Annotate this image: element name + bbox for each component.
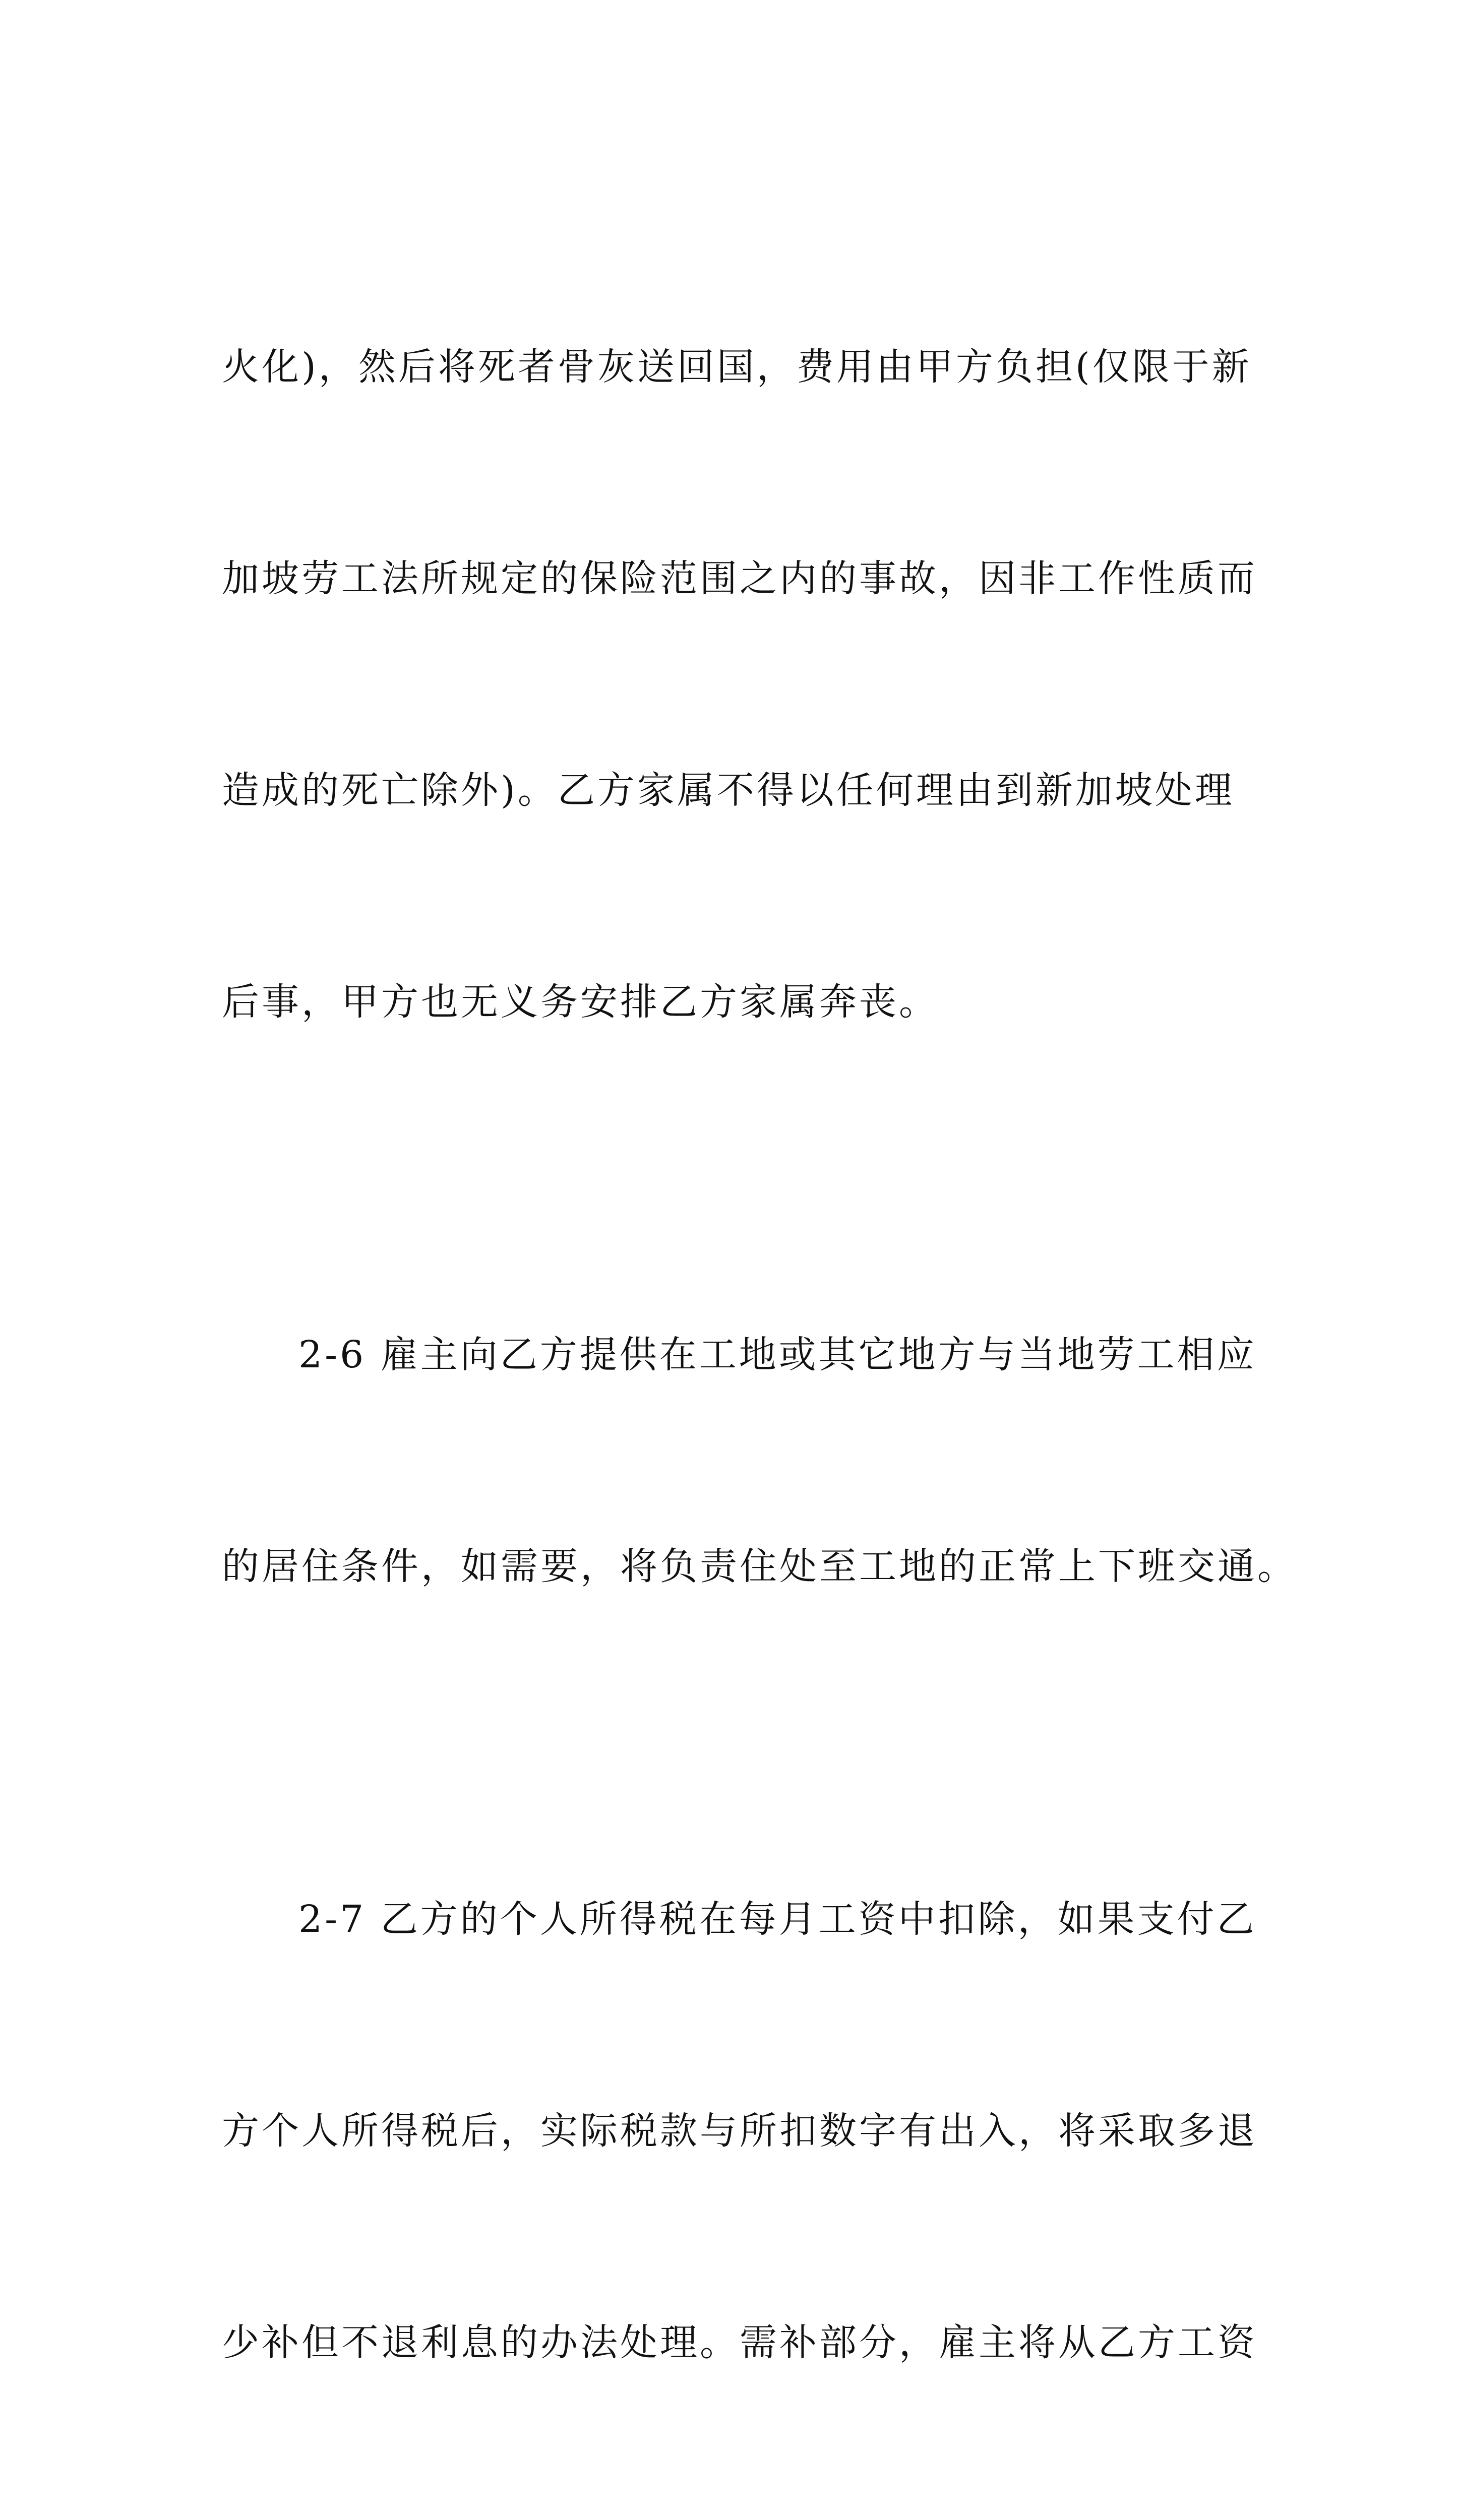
- text-line: 后事，甲方也无义务安排乙方家属奔丧。: [222, 980, 939, 1024]
- text-line: 方个人所得税后，实际税款与所扣数字有出入，将采取多退: [222, 2109, 1257, 2153]
- paragraph-clause-2-7: [222, 1743, 1255, 2520]
- text-line: 火化)，然后将死者骨灰送回国，费用由甲方负担(仅限于新: [222, 345, 1252, 389]
- text-line: 加坡劳工法所规定的保险范围之内的事故，因非工作性质而: [222, 557, 1257, 600]
- document-body: [222, 191, 1297, 2520]
- text-line: 少补但不退利息的办法处理。需补部分，雇主将从乙方工资: [222, 2321, 1257, 2364]
- paragraph-remains-repatriation: [222, 191, 1255, 1178]
- text-line: [222, 2519, 1255, 2520]
- text-line: 造成的死亡除外)。乙方家属不得以任何理由到新加坡处理: [222, 769, 1235, 812]
- text-line: 的居住条件，如需要，将负责住处至工地的正常上下班交通。: [222, 1545, 1297, 1588]
- text-line: 2-6 雇主向乙方提供在工地或其它地方与当地劳工相应: [298, 1333, 1257, 1376]
- text-line: 2-7 乙方的个人所得税在每月工资中扣除，如果支付乙: [298, 1898, 1257, 1941]
- paragraph-clause-2-6: [222, 1178, 1297, 1743]
